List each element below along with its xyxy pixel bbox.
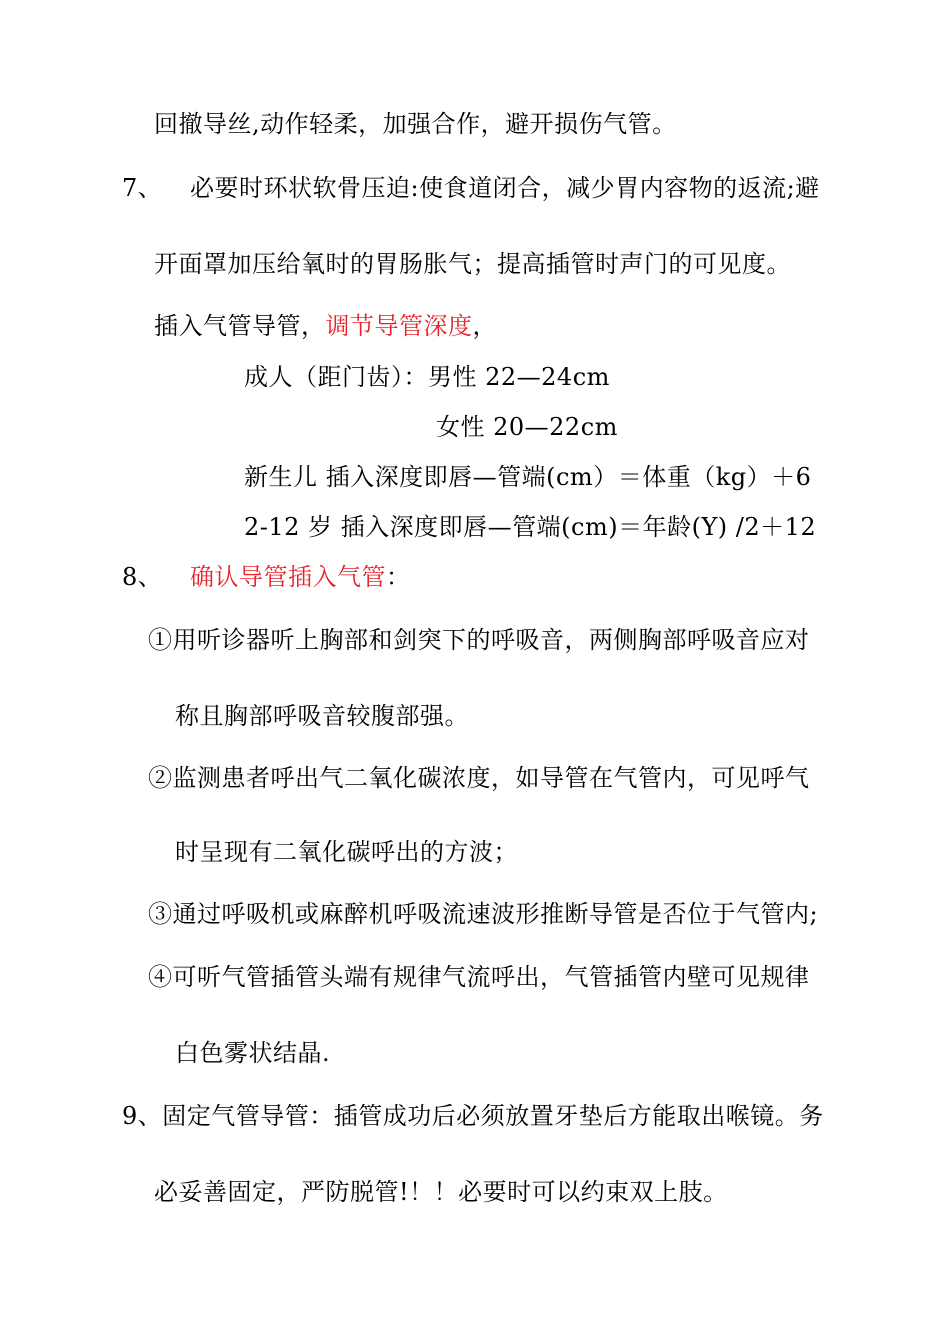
text: ①用听诊器听上胸部和剑突下的呼吸音，两侧胸部呼吸音应对: [148, 626, 810, 654]
highlighted-text: 确认导管插入气管: [190, 563, 386, 591]
check-item-1-cont: [175, 701, 469, 731]
step-8-line: [122, 562, 411, 592]
text: 女性 20—22cm: [436, 413, 618, 441]
check-item-4-cont: [175, 1038, 330, 1068]
text: 必妥善固定，严防脱管!！！必要时可以约束双上肢。: [154, 1178, 728, 1206]
text: ：: [386, 563, 411, 591]
text: 回撤导丝,动作轻柔，加强合作，避开损伤气管。: [154, 110, 677, 138]
text: 成人（距门齿）：男性 22—24cm: [244, 363, 610, 391]
check-item-4: [148, 962, 810, 992]
text: 时呈现有二氧化碳呼出的方波；: [175, 838, 518, 866]
highlighted-text: 调节导管深度: [325, 312, 473, 340]
paragraph-line: [154, 311, 497, 341]
text: 白色雾状结晶.: [175, 1039, 331, 1067]
text: 称且胸部呼吸音较腹部强。: [175, 702, 469, 730]
check-item-3: [148, 899, 818, 929]
depth-adult-female: [436, 412, 618, 442]
paragraph-line: [154, 1177, 728, 1207]
text: 新生儿 插入深度即唇—管端(cm）＝体重（kg）＋6: [244, 463, 812, 491]
depth-adult-male: [244, 362, 610, 392]
text: ④可听气管插管头端有规律气流呼出，气管插管内壁可见规律: [148, 963, 810, 991]
step-number: 7、: [122, 174, 163, 202]
paragraph-line: [154, 109, 677, 139]
check-item-1: [148, 625, 810, 655]
text: 2-12 岁 插入深度即唇—管端(cm)＝年龄(Y) /2＋12: [244, 513, 817, 541]
text: ③通过呼吸机或麻醉机呼吸流速波形推断导管是否位于气管内;: [148, 900, 819, 928]
text: ②监测患者呼出气二氧化碳浓度，如导管在气管内，可见呼气: [148, 764, 810, 792]
step-9-line: [122, 1101, 824, 1131]
text: 开面罩加压给氧时的胃肠胀气；提高插管时声门的可见度。: [154, 250, 791, 278]
step-text: 必要时环状软骨压迫:使食道闭合，减少胃内容物的返流;避: [190, 174, 820, 202]
step-number: 8、: [122, 563, 163, 591]
step-7-line: [122, 173, 820, 203]
depth-newborn: [244, 462, 811, 492]
check-item-2-cont: [175, 837, 518, 867]
check-item-2: [148, 763, 810, 793]
paragraph-line: [154, 249, 791, 279]
text: 插入气管导管，: [154, 312, 326, 340]
depth-child: [244, 512, 816, 542]
text: ，: [472, 312, 497, 340]
text: 9、固定气管导管：插管成功后必须放置牙垫后方能取出喉镜。务: [122, 1102, 824, 1130]
